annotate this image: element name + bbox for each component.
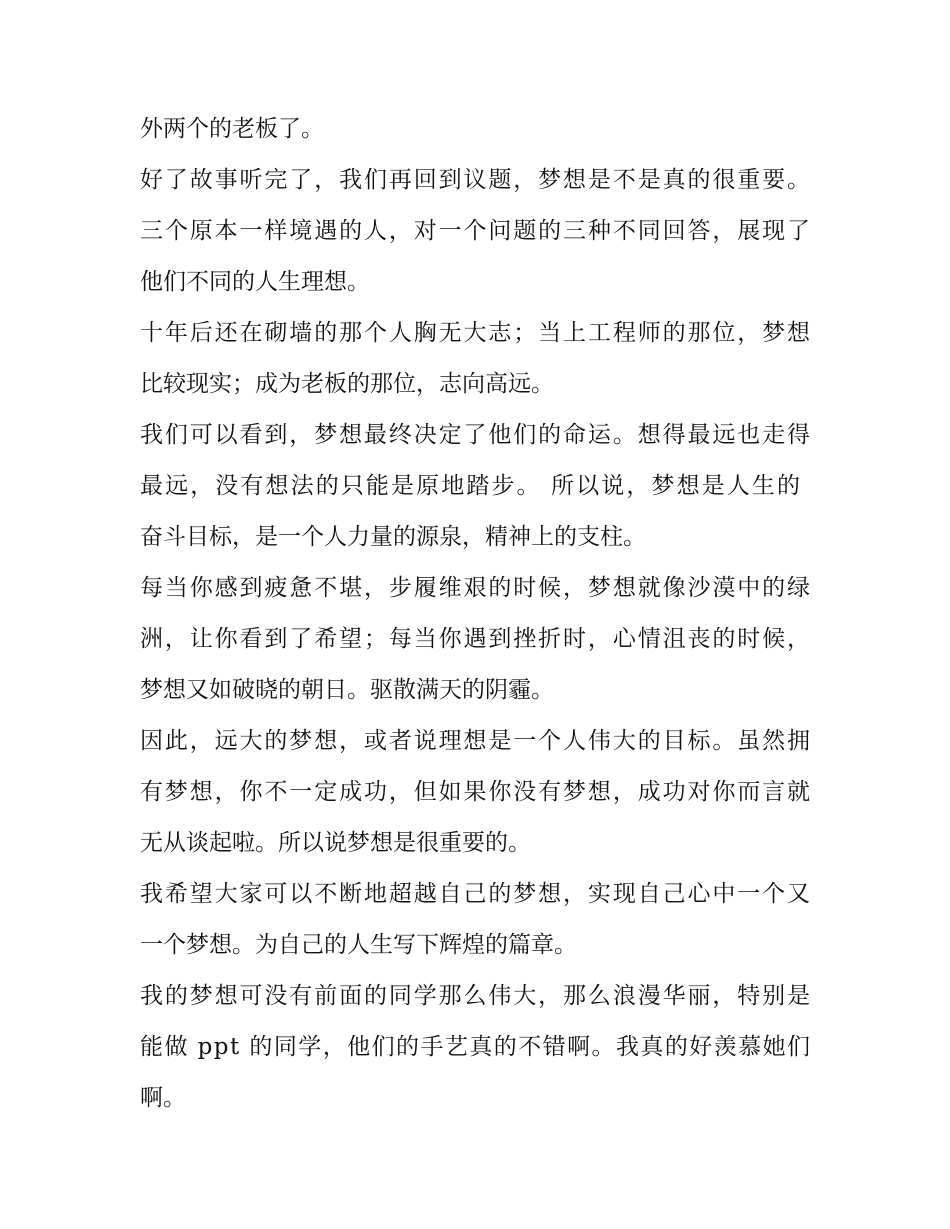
text-line: 外两个的老板了。 [140, 116, 324, 142]
text-line: 每当你感到疲惫不堪，步履维艰的时候，梦想就像沙漠中的绿 [140, 575, 812, 601]
text-line: 比较现实；成为老板的那位，志向高远。 [140, 371, 554, 397]
text-line: 因此，远大的梦想，或者说理想是一个人伟大的目标。虽然拥 [140, 728, 812, 754]
text-line: 三个原本一样境遇的人，对一个问题的三种不同回答，展现了 [140, 218, 812, 244]
text-line: 好了故事听完了，我们再回到议题，梦想是不是真的很重要。 [140, 167, 812, 193]
text-line: 能做 ppt 的同学，他们的手艺真的不错啊。我真的好羡慕她们 [140, 1034, 812, 1060]
text-line: 一个梦想。为自己的人生写下辉煌的篇章。 [140, 932, 577, 958]
text-line: 梦想又如破晓的朝日。驱散满天的阴霾。 [140, 677, 554, 703]
text-line: 十年后还在砌墙的那个人胸无大志；当上工程师的那位，梦想 [140, 320, 812, 346]
text-line: 最远，没有想法的只能是原地踏步。 所以说，梦想是人生的 [140, 473, 803, 499]
text-line: 他们不同的人生理想。 [140, 269, 370, 295]
text-line: 奋斗目标，是一个人力量的源泉，精神上的支柱。 [140, 524, 646, 550]
text-line: 有梦想，你不一定成功，但如果你没有梦想，成功对你而言就 [140, 779, 812, 805]
text-line: 我们可以看到，梦想最终决定了他们的命运。想得最远也走得 [140, 422, 812, 448]
text-line: 我希望大家可以不断地超越自己的梦想，实现自己心中一个又 [140, 881, 812, 907]
text-line: 无从谈起啦。所以说梦想是很重要的。 [140, 830, 531, 856]
text-line: 我的梦想可没有前面的同学那么伟大，那么浪漫华丽，特别是 [140, 983, 812, 1009]
text-line: 啊。 [140, 1085, 186, 1111]
text-line: 洲，让你看到了希望；每当你遇到挫折时，心情沮丧的时候， [140, 626, 812, 652]
